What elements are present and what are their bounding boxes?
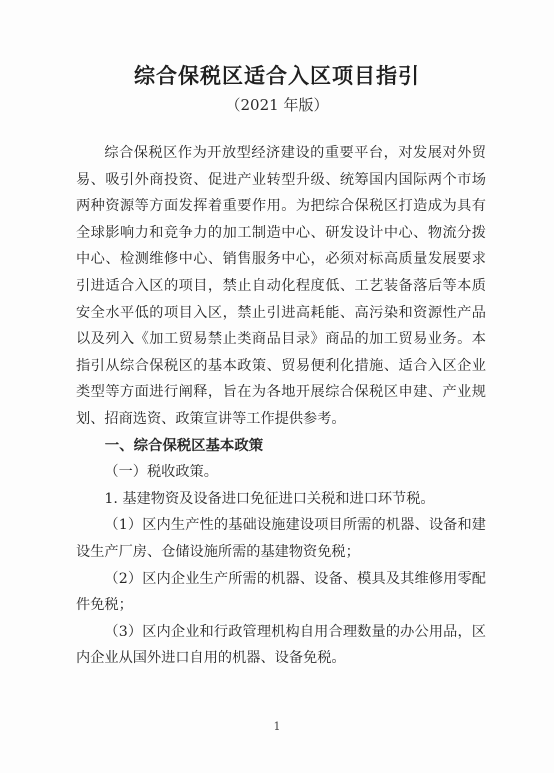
section-heading: 一、综合保税区基本政策 — [104, 437, 264, 454]
document-edition: （2021 年版） — [225, 96, 329, 114]
intro-paragraph: 综合保税区作为开放型经济建设的重要平台，对发展对外贸易、吸引外商投资、促进产业转型升级、统筹国内国际两个市场两种资源等方面发挥着重要作用。为把综合保税区打造成为具有全球影响力和竞争力的加工制造中心、研发设计中心、物流分拨中心、检测维修中心、销售服务中心，必须对标高质量发展要求引进适合入区的项目，禁止自动化程度低、工艺装备落后等本质安全水平低的项目入区，禁止引进高耗能、高污染和资源性产品以及列入《加工贸易禁止类商品目录》商品的加工贸易业务。本指引从综合保税区的基本政策、贸易便利化措施、适合入区企业类型等方面进行阐释，旨在为各地开展综合保税区申建、产业规划、招商选资、政策宣讲等工作提供参考。 — [76, 145, 486, 427]
document-title: 综合保税区适合入区项目指引 — [134, 63, 420, 88]
subsection-heading: （一）税收政策。 — [104, 464, 218, 481]
page-number: 1 — [273, 720, 281, 733]
document-body — [76, 140, 486, 672]
policy-sub-item: （2）区内企业生产所需的机器、设备、模具及其维修用零配件免税； — [76, 570, 486, 614]
policy-sub-item: （1）区内生产性的基础设施建设项目所需的机器、设备和建设生产厂房、仓储设施所需的基建物资免税； — [76, 517, 486, 560]
policy-item: 1. 基建物资及设备进口免征进口关税和进口环节税。 — [104, 490, 435, 507]
policy-sub-item: （3）区内企业和行政管理机构自用合理数量的办公用品，区内企业从国外进口自用的机器、设备免税。 — [76, 623, 486, 667]
